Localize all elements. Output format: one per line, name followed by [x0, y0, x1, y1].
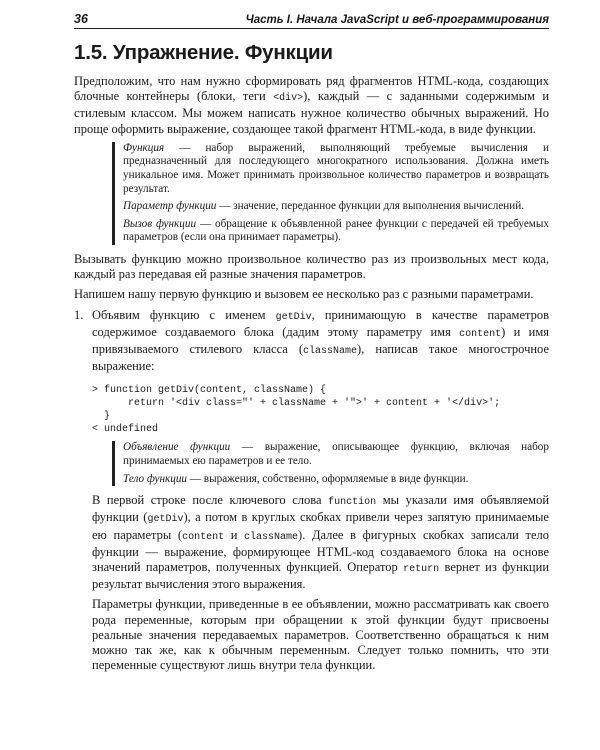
definition-body: Тело функции — выражения, собственно, оформляемые в виде функции.	[123, 472, 469, 485]
definition-call: Вызов функции — обращение к объявленной ранее функции с передачей ей требуемых параметров (если она принимает параметры).	[123, 217, 549, 244]
paragraph-parameters: Параметры функции, приведенные в ее объявлении, можно рассматривать как своего рода переменные, которым при обращении к этой функции будут присвоены реальные значения передаваемых параметров. Соответственно обращаться к ним можно так же, как к обычным переменным. Следует только помнить, что эти переменные существуют лишь внутри тела функции.	[92, 597, 549, 673]
paragraph-explanation: В первой строке после ключевого слова function мы указали имя объявляемой функции (getDiv), а потом в круглых скобках привели через запятую принимаемые ею параметры (content и className). Далее в фигурных скобках записали тело функции — выражение, формирующее HTML-код создаваемого блока на основе значений параметров, полученных функцией. Оператор return вернет из функции результат вычисления этого выражения.	[92, 493, 550, 592]
code-listing: > function getDiv(content, className) { return '<div class="' + className + '">' + content + '</div>'; } < undefined	[92, 385, 501, 436]
definitions-box	[112, 142, 549, 245]
definitions-box-2	[112, 441, 549, 486]
page-number: 36	[74, 12, 88, 26]
book-page	[74, 12, 549, 678]
intro-paragraph: Предположим, что нам нужно сформировать ряд фрагментов HTML-кода, создающих блочные контейнеры (блоки, теги <div>), каждый — с заданными содержимым и стилевым классом. Мы можем написать нужное количество обычных выражений. Но проще оформить выражение, создающее такой фрагмент HTML-кода, в виде функции.	[74, 74, 550, 136]
paragraph-first-function: Напишем нашу первую функцию и вызовем ее несколько раз с разными параметрами.	[74, 287, 534, 302]
section-title: 1.5. Упражнение. Функции	[74, 41, 333, 64]
definition-function: Функция — набор выражений, выполняющий требуемые вычисления и предназначенный для последующего многократного использования. Должна иметь уникальное имя. Может принимать произвольное количество параметров и возвращать результат.	[123, 141, 549, 195]
list-item-step-1: 1. Объявим функцию с именем getDiv, принимающую в качестве параметров содержимое создаваемого блока (дадим этому параметру имя content) и имя привязываемого стилевого класса (className), написав такое многострочное выражение:	[74, 307, 550, 374]
running-title: Часть I. Начала JavaScript и веб-программирования	[245, 14, 549, 26]
page-header	[74, 12, 549, 29]
step-1-text: Объявим функцию с именем getDiv, принимающую в качестве параметров содержимое создаваемого блока (дадим этому параметру имя content) и имя привязываемого стилевого класса (className), написав такое многострочное выражение:	[92, 307, 550, 374]
paragraph-call-count: Вызывать функцию можно произвольное количество раз из произвольных мест кода, каждый раз передавая ей разные значения параметров.	[74, 251, 549, 282]
definition-parameter: Параметр функции — значение, переданное функции для выполнения вычислений.	[123, 200, 525, 213]
definition-declaration: Объявление функции — выражение, описывающее функцию, включая набор принимаемых ею параметров и ее тело.	[123, 441, 549, 467]
